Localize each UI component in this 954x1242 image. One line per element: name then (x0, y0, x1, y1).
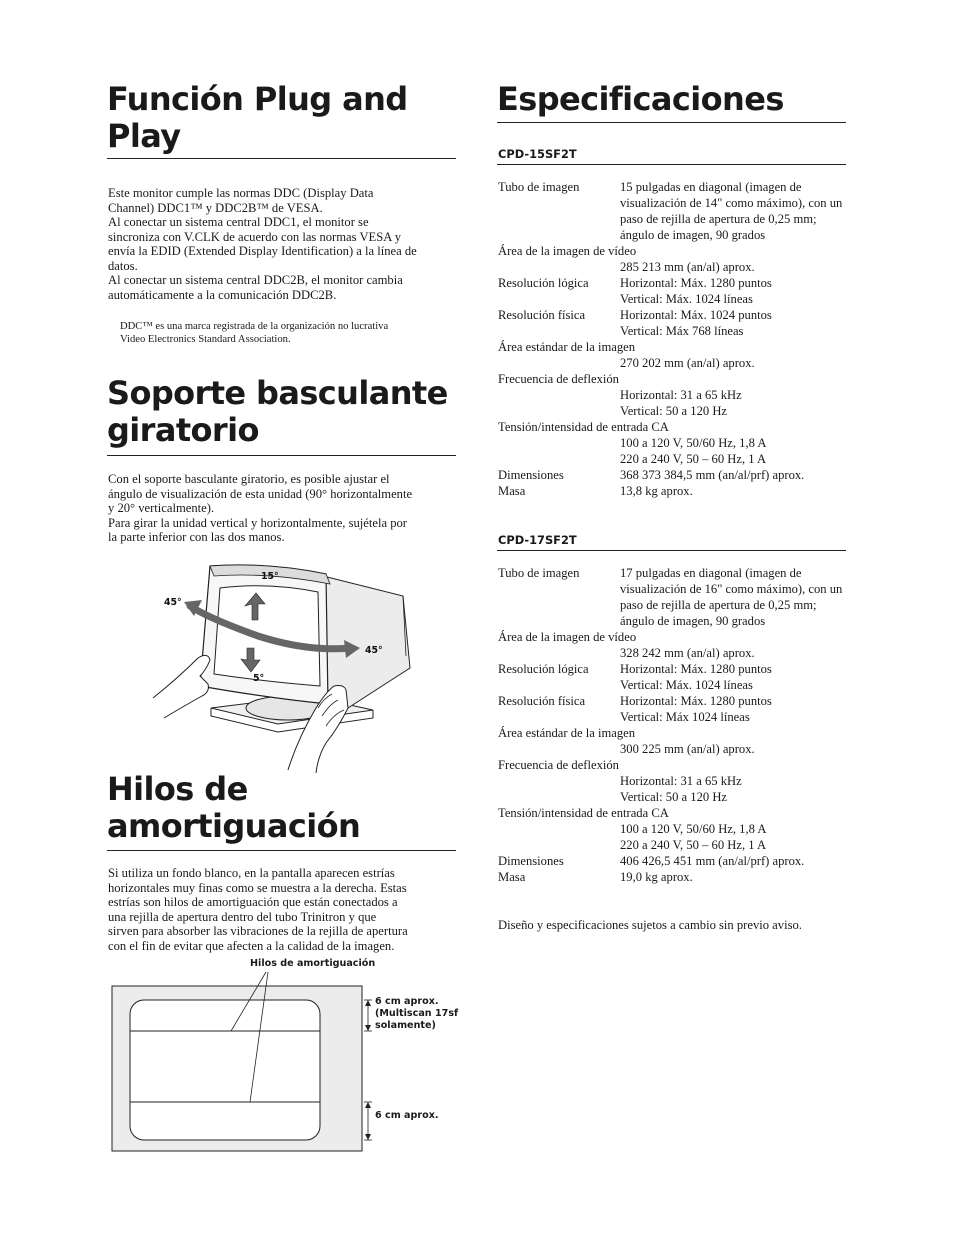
text-line: sirven para absorber las vibraciones de la rejilla de apertura (108, 924, 408, 938)
spec-value: 13,8 kg aprox. (620, 484, 693, 498)
spec-value: 15 pulgadas en diagonal (imagen de visualización de 14" como máximo), con un paso de rejilla de apertura de 0,25 mm; ángulo de imagen, 90 grados (620, 180, 843, 242)
spec-row (498, 243, 848, 275)
plug-play-rule (107, 158, 456, 159)
spec-label: Tubo de imagen (498, 566, 580, 580)
text-line: sincroniza con V.CLK de acuerdo con las normas VESA y (108, 229, 402, 244)
monitor-illustration (148, 558, 418, 776)
text-line: Channel) DDC1™ y DDC2B™ de VESA. (108, 200, 323, 215)
spec-label: Tensión/intensidad de entrada CA (498, 420, 669, 434)
spec-value: Horizontal: Máx. 1280 puntos (620, 662, 772, 676)
text-line: envía la EDID (Extended Display Identification) a la línea de (108, 244, 417, 258)
spec-value: 100 a 120 V, 50/60 Hz, 1,8 A (620, 822, 767, 836)
plug-play-heading-line1: Función Plug and (107, 80, 408, 118)
model-15-rule (497, 164, 846, 165)
tilt-down-label: 5° (253, 673, 265, 684)
text-line: y 20° verticalmente). (108, 501, 215, 515)
spec-value: Horizontal: Máx. 1024 puntos (620, 308, 772, 322)
spec-row (498, 371, 848, 419)
ddc-trademark-note (120, 320, 388, 346)
plug-play-text (108, 186, 417, 302)
spec-value: Vertical: Máx 1024 líneas (620, 710, 750, 724)
spec-label: Masa (498, 484, 526, 498)
spec-table-15 (498, 179, 848, 499)
spec-label: Área estándar de la imagen (498, 340, 636, 354)
swivel-left-label: 45° (164, 597, 182, 608)
text-line: Si utiliza un fondo blanco, en la pantalla aparecen estrías (108, 866, 395, 880)
spec-value: 328 242 mm (an/al) aprox. (620, 646, 755, 660)
text-line: Al conectar un sistema central DDC1, el monitor se (108, 215, 369, 229)
spec-row (498, 565, 848, 629)
spec-value: 270 202 mm (an/al) aprox. (620, 356, 755, 370)
damper-wire-svg (108, 970, 378, 1155)
text-line: Video Electronics Standard Association. (120, 334, 291, 346)
spec-label: Tubo de imagen (498, 180, 580, 194)
hilos-heading-line2: amortiguación (107, 807, 361, 845)
text-line: Este monitor cumple las normas DDC (Display Data (108, 186, 374, 200)
tilt-up-label: 15° (261, 571, 279, 582)
model-name-17: CPD-17SF2T (498, 533, 577, 547)
spec-table-17 (498, 565, 848, 885)
spec-value: 406 426,5 451 mm (an/al/prf) aprox. (620, 854, 805, 868)
spec-label: Dimensiones (498, 854, 564, 868)
spec-row (498, 483, 848, 499)
text-line: Para girar la unidad vertical y horizontalmente, sujétela por (108, 515, 407, 530)
hilos-rule (107, 850, 456, 851)
text-line: la parte inferior con las dos manos. (108, 530, 285, 544)
spec-row (498, 805, 848, 853)
soporte-heading-line2: giratorio (107, 411, 259, 449)
especificaciones-rule (497, 122, 846, 123)
spec-value: 300 225 mm (an/al) aprox. (620, 742, 755, 756)
spec-value: Horizontal: Máx. 1280 puntos (620, 694, 772, 708)
spec-value: Vertical: 50 a 120 Hz (620, 404, 728, 418)
spec-row (498, 467, 848, 483)
bottom-gap-label: 6 cm aprox. (375, 1110, 439, 1121)
spec-row (498, 693, 848, 725)
damper-wires-label: Hilos de amortiguación (250, 958, 376, 969)
spec-label: Frecuencia de deflexión (498, 758, 619, 772)
spec-value: 285 213 mm (an/al) aprox. (620, 260, 755, 274)
soporte-heading-line1: Soporte basculante (107, 374, 448, 412)
spec-label: Dimensiones (498, 468, 564, 482)
spec-label: Tensión/intensidad de entrada CA (498, 806, 669, 820)
text-line: Al conectar un sistema central DDC2B, el monitor cambia (108, 273, 403, 287)
spec-row (498, 419, 848, 467)
text-line: DDC™ es una marca registrada de la organización no lucrativa (120, 321, 389, 332)
plug-play-heading (107, 81, 408, 155)
text-line: datos. (108, 258, 138, 273)
spec-label: Área estándar de la imagen (498, 726, 636, 740)
spec-row (498, 869, 848, 885)
spec-label: Resolución lógica (498, 276, 589, 290)
hilos-heading-line1: Hilos de (107, 770, 248, 808)
spec-row (498, 661, 848, 693)
spec-row (498, 725, 848, 757)
text-line: horizontales muy finas como se muestra a la derecha. Estas (108, 880, 407, 895)
soporte-rule (107, 455, 456, 456)
hilos-text (108, 866, 408, 953)
spec-value: Vertical: Máx. 1024 líneas (620, 678, 753, 692)
spec-row (498, 307, 848, 339)
spec-label: Área de la imagen de vídeo (498, 630, 637, 644)
tilt-swivel-figure (148, 558, 418, 776)
spec-value: Vertical: Máx 768 líneas (620, 324, 744, 338)
spec-value: 17 pulgadas en diagonal (imagen de visualización de 16" como máximo), con un paso de rejilla de apertura de 0,25 mm; ángulo de imagen, 90 grados (620, 566, 843, 628)
spec-value: Vertical: 50 a 120 Hz (620, 790, 728, 804)
spec-row (498, 853, 848, 869)
swivel-right-label: 45° (365, 645, 383, 656)
hilos-heading (107, 771, 360, 845)
spec-value: Horizontal: Máx. 1280 puntos (620, 276, 772, 290)
spec-value: Horizontal: 31 a 65 kHz (620, 388, 742, 402)
text-line: 6 cm aprox. (375, 996, 439, 1007)
spec-row (498, 179, 848, 243)
spec-label: Frecuencia de deflexión (498, 372, 619, 386)
spec-row (498, 339, 848, 371)
spec-value: 19,0 kg aprox. (620, 870, 693, 884)
text-line: con el fin de evitar que afecten a la calidad de la imagen. (108, 938, 395, 953)
spec-value: Horizontal: 31 a 65 kHz (620, 774, 742, 788)
especificaciones-heading: Especificaciones (497, 80, 784, 118)
spec-value: 220 a 240 V, 50 – 60 Hz, 1 A (620, 452, 767, 466)
spec-footer-note: Diseño y especificaciones sujetos a cambio sin previo aviso. (498, 918, 802, 932)
top-gap-label (375, 996, 458, 1032)
text-line: estrías son hilos de amortiguación que están conectados a (108, 895, 398, 909)
spec-label: Resolución física (498, 308, 586, 322)
soporte-text (108, 472, 412, 545)
spec-value: 100 a 120 V, 50/60 Hz, 1,8 A (620, 436, 767, 450)
spec-label: Resolución física (498, 694, 586, 708)
damper-wire-diagram (108, 970, 378, 1155)
plug-play-heading-line2: Play (107, 117, 181, 155)
soporte-heading (107, 375, 448, 449)
text-line: automáticamente a la comunicación DDC2B. (108, 287, 337, 302)
spec-label: Masa (498, 870, 526, 884)
text-line: solamente) (375, 1020, 436, 1031)
spec-value: 368 373 384,5 mm (an/al/prf) aprox. (620, 468, 805, 482)
text-line: Con el soporte basculante giratorio, es posible ajustar el (108, 472, 390, 486)
text-line: ángulo de visualización de esta unidad (90° horizontalmente (108, 486, 413, 501)
text-line: una rejilla de apertura dentro del tubo Trinitron y que (108, 909, 377, 924)
model-17-rule (497, 550, 846, 551)
text-line: (Multiscan 17sf (375, 1008, 459, 1019)
spec-value: 220 a 240 V, 50 – 60 Hz, 1 A (620, 838, 767, 852)
model-name-15: CPD-15SF2T (498, 147, 577, 161)
spec-row (498, 275, 848, 307)
spec-value: Vertical: Máx. 1024 líneas (620, 292, 753, 306)
spec-row (498, 757, 848, 805)
spec-row (498, 629, 848, 661)
spec-label: Resolución lógica (498, 662, 589, 676)
spec-label: Área de la imagen de vídeo (498, 244, 637, 258)
